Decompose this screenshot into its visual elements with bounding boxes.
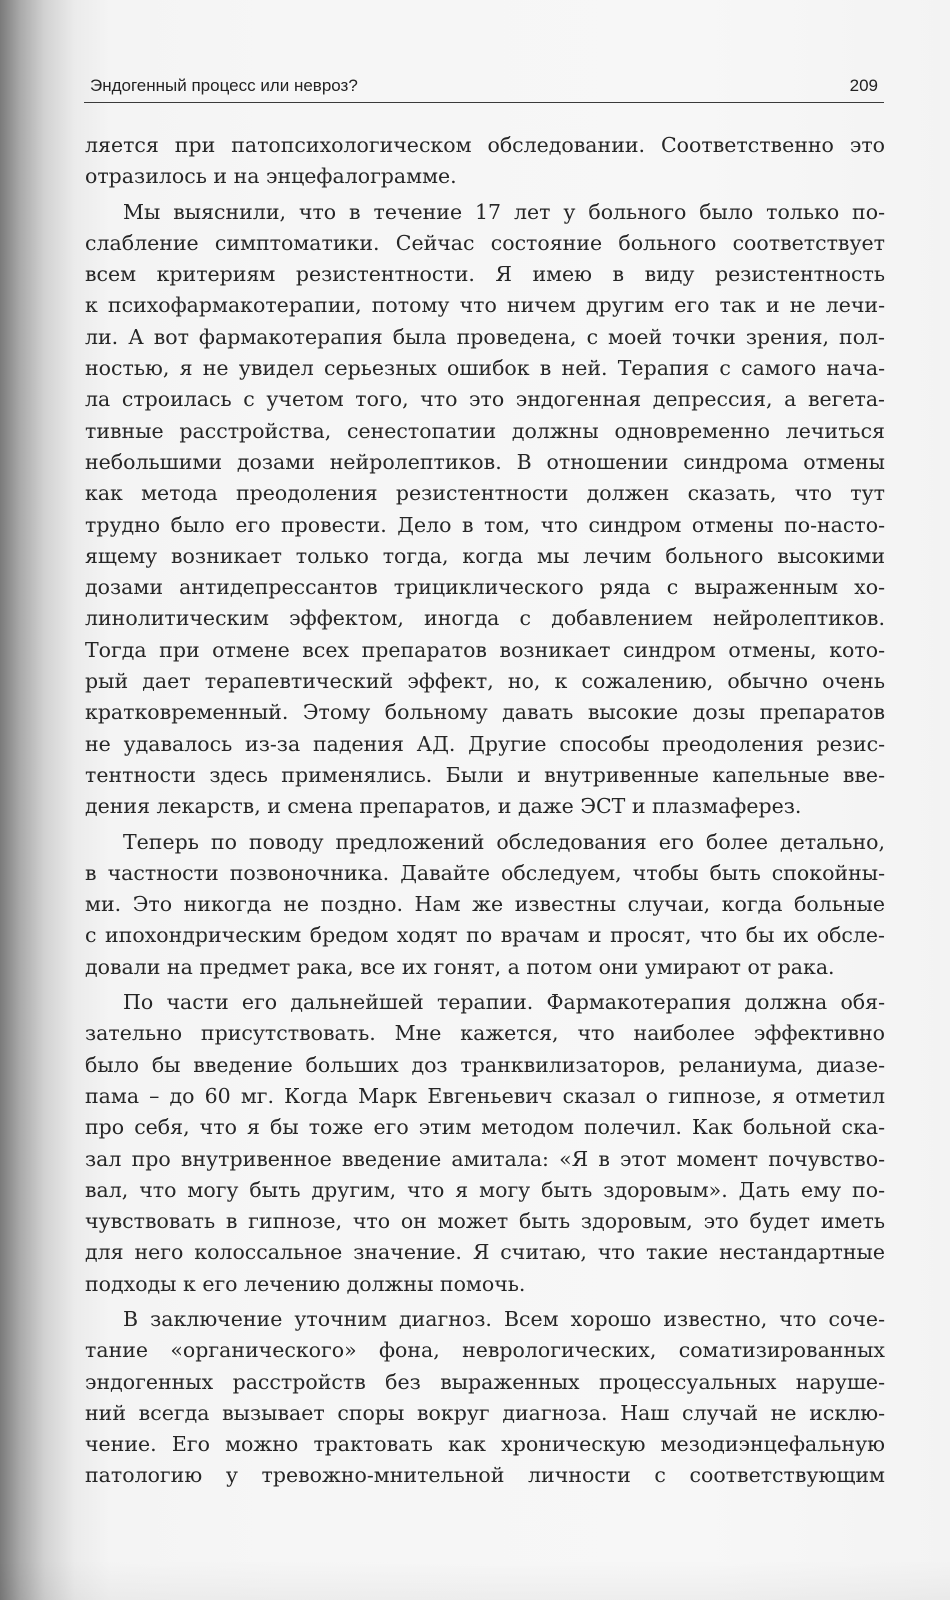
text-line: Тогда при отмене всех препаратов возникает синдром отмены, кото- <box>85 637 885 662</box>
text-line: патологию у тревожно-мнительной личности с соответствующим <box>85 1463 885 1488</box>
text-line: ла строилась с учетом того, что это эндогенная депрессия, а вегета- <box>85 387 885 412</box>
text-line: в частности позвоночника. Давайте обследуем, чтобы быть спокойны- <box>85 860 885 885</box>
text-line: про себя, что я бы тоже его этим методом полечил. Как больной ска- <box>85 1115 885 1140</box>
text-line: слабление симптоматики. Сейчас состояние больного соответствует <box>85 230 885 255</box>
text-line: ний всегда вызывает споры вокруг диагноза. Наш случай не исклю- <box>85 1400 885 1425</box>
text-line: чение. Его можно трактовать как хроническую мезодиэнцефальную <box>85 1432 885 1457</box>
page-shadow <box>0 1560 950 1600</box>
page-number: 209 <box>849 76 878 95</box>
text-line: отразилось и на энцефалограмме. <box>85 164 457 189</box>
text-line: ли. А вот фармакотерапия была проведена, с моей точки зрения, пол- <box>85 324 885 349</box>
running-title: Эндогенный процесс или невроз? <box>90 76 358 95</box>
text-line: трудно было его провести. Дело в том, что синдром отмены по-насто- <box>85 512 885 537</box>
paragraph <box>85 987 885 1300</box>
text-line: довали на предмет рака, все их гонят, а потом они умирают от рака. <box>85 954 835 979</box>
text-line: не удавалось из-за падения АД. Другие способы преодоления резис- <box>85 731 885 756</box>
paragraph <box>85 197 885 823</box>
text-line: тентности здесь применялись. Были и внутривенные капельные вве- <box>85 762 885 787</box>
text-line: зательно присутствовать. Мне кажется, что наиболее эффективно <box>85 1021 885 1046</box>
text-line: По части его дальнейшей терапии. Фармакотерапия должна обя- <box>123 990 885 1015</box>
text-line: было бы введение больших доз транквилизаторов, реланиума, диазе- <box>85 1052 885 1077</box>
text-line: ящему возникает только тогда, когда мы лечим больного высокими <box>85 543 885 568</box>
text-line: вал, что могу быть другим, что я могу быть здоровым». Дать ему по- <box>85 1177 885 1202</box>
text-line: линолитическим эффектом, иногда с добавлением нейролептиков. <box>85 606 885 631</box>
text-line: эндогенных расстройств без выраженных процессуальных наруше- <box>85 1369 885 1394</box>
text-line: Теперь по поводу предложений обследования его более детально, <box>123 829 885 854</box>
text-line: ностью, я не увидел серьезных ошибок в ней. Терапия с самого нача- <box>85 356 885 381</box>
text-line: всем критериям резистентности. Я имею в виду резистентность <box>85 262 885 287</box>
running-header <box>84 68 884 103</box>
text-line: дозами антидепрессантов трициклического ряда с выраженным хо- <box>85 575 885 600</box>
text-line: В заключение уточним диагноз. Всем хорошо известно, что соче- <box>123 1306 885 1331</box>
paragraph <box>85 827 885 983</box>
text-line: для него колоссальное значение. Я считаю, что такие нестандартные <box>85 1240 885 1265</box>
text-line: дения лекарств, и смена препаратов, и даже ЭСТ и плазмаферез. <box>85 794 802 819</box>
paragraph <box>85 1304 885 1492</box>
text-line: с ипохондрическим бредом ходят по врачам и просят, что бы их обсле- <box>85 923 885 948</box>
text-line: как метода преодоления резистентности должен сказать, что тут <box>85 481 885 506</box>
text-line: тивные расстройства, сенестопатии должны одновременно лечиться <box>85 418 885 443</box>
text-line: ми. Это никогда не поздно. Нам же известны случаи, когда больные <box>85 892 885 917</box>
text-line: рый дает терапевтический эффект, но, к сожалению, обычно очень <box>85 669 885 694</box>
text-line: чувствовать в гипнозе, что он может быть здоровым, это будет иметь <box>85 1209 885 1234</box>
body-text <box>85 130 885 1492</box>
text-line: зал про внутривенное введение амитала: «Я в этот момент почувство- <box>85 1146 885 1171</box>
text-line: Мы выяснили, что в течение 17 лет у больного было только по- <box>123 199 885 224</box>
text-line: ляется при патопсихологическом обследовании. Соответственно это <box>85 133 885 157</box>
text-line: кратковременный. Этому больному давать высокие дозы препаратов <box>85 700 885 725</box>
text-line: подходы к его лечению должны помочь. <box>85 1271 526 1296</box>
paragraph <box>85 130 885 193</box>
text-line: к психофармакотерапии, потому что ничем другим его так и не лечи- <box>85 293 885 318</box>
text-line: пама – до 60 мг. Когда Марк Евгеньевич сказал о гипнозе, я отметил <box>85 1083 885 1108</box>
text-line: небольшими дозами нейролептиков. В отношении синдрома отмены <box>85 449 885 474</box>
text-line: тание «органического» фона, неврологических, соматизированных <box>85 1338 885 1363</box>
